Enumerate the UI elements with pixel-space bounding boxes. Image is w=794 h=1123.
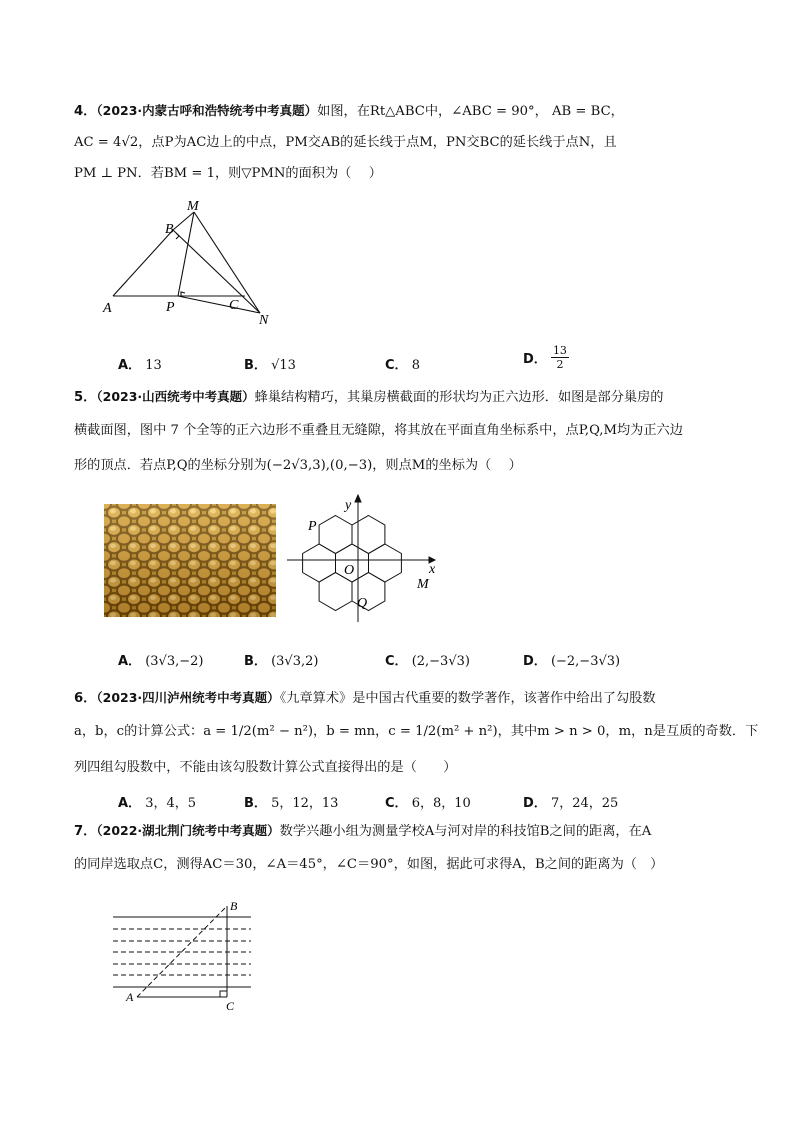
q7-river-figure — [110, 898, 260, 1013]
q5-label-P: P — [308, 519, 317, 534]
q6-line3: 列四组勾股数中，不能由该勾股数计算公式直接得出的是（ ） — [74, 760, 457, 775]
q4-option-b[interactable]: B． √13 — [244, 358, 296, 373]
q4-line2: AC = 4√2，点P为AC边上的中点，PM交AB的延长线于点M，PN交BC的延长线于点N，且 — [74, 135, 617, 150]
q4-source: （2023·内蒙古呼和浩特统考中考真题） — [96, 103, 318, 118]
q5-label-y: y — [345, 498, 352, 513]
q7-label-C: C — [226, 999, 235, 1013]
q6-option-c[interactable]: C． 6，8，10 — [385, 796, 471, 811]
q4-label-B: B — [165, 222, 174, 237]
q5-source: （2023·山西统考中考真题） — [96, 389, 255, 404]
q6-option-a[interactable]: A． 3，4，5 — [118, 796, 197, 811]
q4-option-d[interactable]: D． $\frac{13}{2}$ — [523, 344, 567, 371]
q5-label-M: M — [417, 577, 429, 592]
q5-hexagon-grid-figure — [283, 492, 438, 627]
q6-line2: a，b，c的计算公式：a = 1/2(m² − n²)，b = mn，c = 1/2(m² + n²)，其中m > n > 0，m，n是互质的奇数．下 — [74, 724, 759, 739]
hexagon-cell — [352, 516, 385, 554]
q4-option-d-numerator: 13 — [552, 344, 567, 357]
q4-label-M: M — [187, 199, 199, 214]
q4-option-a[interactable]: A． 13 — [118, 358, 162, 373]
honeycomb-photo — [104, 504, 276, 617]
hexagon-cell — [369, 544, 402, 582]
hexagon-cell — [303, 544, 336, 582]
q6-source: （2023·四川泸州统考中考真题） — [96, 690, 280, 705]
q7-line2: 的同岸选取点C，测得AC＝30，∠A＝45°，∠C＝90°，如图，据此可求得A，B之间的距离为（ ） — [74, 857, 664, 872]
q4-label-A: A — [103, 301, 112, 316]
q4-option-c[interactable]: C． 8 — [385, 358, 420, 373]
q5-number: 5． — [74, 390, 97, 405]
q5-option-c[interactable]: C． (2,−3√3) — [385, 654, 470, 669]
q6-line1 — [74, 691, 656, 706]
q7-number: 7． — [74, 824, 97, 839]
q4-number: 4． — [74, 104, 97, 119]
q5-option-a[interactable]: A． (3√3,−2) — [118, 654, 204, 669]
q7-label-B: B — [230, 899, 238, 913]
q4-triangle-figure — [100, 195, 290, 330]
q5-label-O: O — [344, 563, 355, 578]
q5-line3: 形的顶点．若点P,Q的坐标分别为(−2√3,3),(0,−3)，则点M的坐标为（ ） — [74, 458, 522, 473]
q5-line2: 横截面图，图中 7 个全等的正六边形不重叠且无缝隙，将其放在平面直角坐标系中，点P,Q,M均为正六边 — [74, 423, 683, 438]
q6-option-d[interactable]: D． 7，24，25 — [523, 796, 619, 811]
q6-number: 6． — [74, 691, 97, 706]
q5-label-x: x — [429, 562, 436, 577]
q6-option-b[interactable]: B． 5，12，13 — [244, 796, 339, 811]
q7-label-A: A — [126, 990, 134, 1004]
hexagon-cell — [319, 516, 352, 554]
hexagon-cell — [319, 573, 352, 611]
q4-label-N: N — [259, 313, 269, 328]
q5-line1 — [74, 390, 663, 405]
q4-option-d-denominator: 2 — [556, 358, 564, 371]
q4-text-1: 如图，在Rt△ABC中，∠ABC = 90°， AB = BC， — [317, 104, 624, 119]
q7-text-1: 数学兴趣小组为测量学校A与河对岸的科技馆B之间的距离，在A — [279, 824, 652, 839]
q5-option-d[interactable]: D． (−2,−3√3) — [523, 654, 621, 669]
q7-source: （2022·湖北荆门统考中考真题） — [96, 823, 280, 838]
q4-line1 — [74, 104, 624, 119]
q4-label-P: P — [166, 300, 175, 315]
q5-text-1: 蜂巢结构精巧，其巢房横截面的形状均为正六边形．如图是部分巢房的 — [254, 390, 664, 405]
q6-text-1: 《九章算术》是中国古代重要的数学著作，该著作中给出了勾股数 — [279, 691, 656, 706]
q4-label-C: C — [229, 298, 239, 313]
q7-line1 — [74, 824, 651, 839]
q4-line3: PM ⊥ PN．若BM = 1，则▽PMN的面积为（ ） — [74, 166, 382, 181]
q5-label-Q: Q — [357, 596, 368, 611]
q5-option-b[interactable]: B． (3√3,2) — [244, 654, 319, 669]
